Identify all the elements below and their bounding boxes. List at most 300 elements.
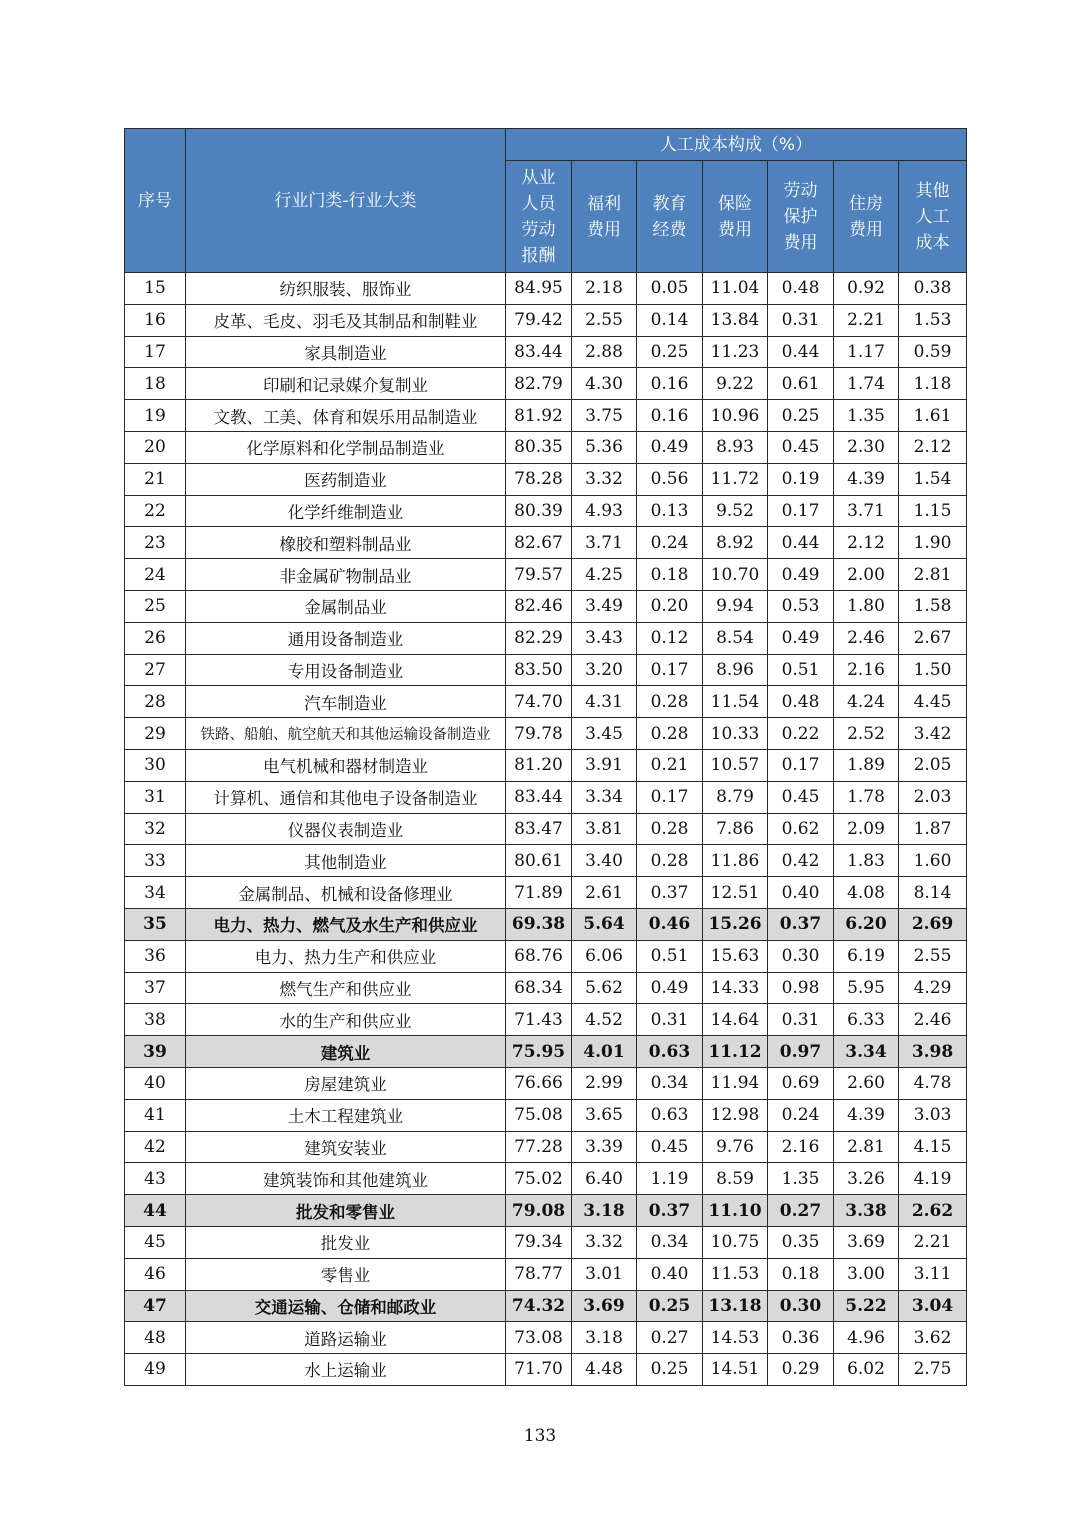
row-number: 25	[125, 590, 186, 622]
cost-value: 3.40	[572, 845, 637, 877]
cost-value: 71.43	[506, 1004, 572, 1036]
header-seq: 序号	[125, 129, 186, 273]
header-column-line: 教育	[652, 193, 687, 214]
cost-value: 15.63	[703, 940, 768, 972]
cost-value: 79.78	[506, 718, 572, 750]
cost-value: 8.54	[703, 622, 768, 654]
cost-value: 4.48	[572, 1354, 637, 1386]
cost-value: 1.78	[834, 781, 899, 813]
header-column-line: 费用	[783, 232, 818, 253]
table-row	[125, 1322, 967, 1354]
cost-value: 0.97	[768, 1036, 834, 1068]
cost-value: 11.72	[703, 463, 768, 495]
header-column	[834, 161, 899, 273]
industry-name: 印刷和记录媒介复制业	[186, 368, 506, 400]
cost-value: 83.44	[506, 781, 572, 813]
industry-name: 专用设备制造业	[186, 654, 506, 686]
cost-value: 3.71	[572, 527, 637, 559]
industry-name: 电力、热力、燃气及水生产和供应业	[186, 908, 506, 940]
cost-value: 3.71	[834, 495, 899, 527]
cost-value: 14.53	[703, 1322, 768, 1354]
row-number: 28	[125, 686, 186, 718]
cost-value: 80.35	[506, 431, 572, 463]
cost-value: 10.70	[703, 559, 768, 591]
table-row	[125, 559, 967, 591]
table-row	[125, 1131, 967, 1163]
cost-value: 13.84	[703, 304, 768, 336]
cost-value: 78.77	[506, 1258, 572, 1290]
cost-value: 4.29	[899, 972, 967, 1004]
row-number: 42	[125, 1131, 186, 1163]
cost-value: 84.95	[506, 273, 572, 305]
cost-value: 2.67	[899, 622, 967, 654]
cost-value: 0.48	[768, 273, 834, 305]
cost-value: 83.50	[506, 654, 572, 686]
cost-value: 83.44	[506, 336, 572, 368]
table-row	[125, 1004, 967, 1036]
cost-value: 9.52	[703, 495, 768, 527]
table-row	[125, 1195, 967, 1227]
row-number: 40	[125, 1067, 186, 1099]
cost-value: 0.45	[768, 431, 834, 463]
row-number: 46	[125, 1258, 186, 1290]
cost-value: 0.37	[768, 908, 834, 940]
cost-value: 76.66	[506, 1067, 572, 1099]
industry-name: 燃气生产和供应业	[186, 972, 506, 1004]
row-number: 16	[125, 304, 186, 336]
cost-value: 5.36	[572, 431, 637, 463]
cost-value: 6.19	[834, 940, 899, 972]
cost-value: 1.53	[899, 304, 967, 336]
cost-value: 77.28	[506, 1131, 572, 1163]
cost-value: 3.03	[899, 1099, 967, 1131]
table-row	[125, 972, 967, 1004]
cost-value: 2.09	[834, 813, 899, 845]
cost-value: 0.56	[637, 463, 703, 495]
row-number: 22	[125, 495, 186, 527]
cost-value: 2.62	[899, 1195, 967, 1227]
cost-value: 79.57	[506, 559, 572, 591]
industry-name: 铁路、船舶、航空航天和其他运输设备制造业	[186, 718, 506, 750]
cost-value: 1.54	[899, 463, 967, 495]
cost-value: 80.39	[506, 495, 572, 527]
cost-value: 2.61	[572, 877, 637, 909]
cost-value: 10.75	[703, 1226, 768, 1258]
table-row	[125, 463, 967, 495]
cost-value: 0.13	[637, 495, 703, 527]
table-row	[125, 1099, 967, 1131]
cost-value: 0.31	[768, 1004, 834, 1036]
cost-value: 14.64	[703, 1004, 768, 1036]
cost-value: 3.69	[572, 1290, 637, 1322]
cost-value: 6.40	[572, 1163, 637, 1195]
cost-value: 11.10	[703, 1195, 768, 1227]
cost-value: 0.16	[637, 400, 703, 432]
row-number: 18	[125, 368, 186, 400]
cost-value: 4.08	[834, 877, 899, 909]
header-industry: 行业门类-行业大类	[186, 129, 506, 273]
row-number: 33	[125, 845, 186, 877]
row-number: 15	[125, 273, 186, 305]
industry-name: 水的生产和供应业	[186, 1004, 506, 1036]
cost-value: 0.49	[637, 431, 703, 463]
cost-value: 0.31	[637, 1004, 703, 1036]
row-number: 38	[125, 1004, 186, 1036]
cost-value: 2.46	[899, 1004, 967, 1036]
header-column-line: 费用	[849, 219, 883, 240]
cost-value: 3.11	[899, 1258, 967, 1290]
cost-value: 3.62	[899, 1322, 967, 1354]
cost-value: 0.48	[768, 686, 834, 718]
cost-value: 75.95	[506, 1036, 572, 1068]
industry-name: 电力、热力生产和供应业	[186, 940, 506, 972]
cost-value: 4.52	[572, 1004, 637, 1036]
cost-value: 5.95	[834, 972, 899, 1004]
table-row	[125, 940, 967, 972]
cost-value: 1.18	[899, 368, 967, 400]
cost-value: 0.17	[637, 654, 703, 686]
header-column	[506, 161, 572, 273]
cost-value: 4.24	[834, 686, 899, 718]
row-number: 27	[125, 654, 186, 686]
cost-value: 10.96	[703, 400, 768, 432]
cost-value: 4.78	[899, 1067, 967, 1099]
industry-name: 家具制造业	[186, 336, 506, 368]
row-number: 19	[125, 400, 186, 432]
header-column-line: 保护	[783, 206, 818, 227]
cost-value: 4.39	[834, 463, 899, 495]
table-row	[125, 431, 967, 463]
industry-name: 建筑业	[186, 1036, 506, 1068]
industry-name: 建筑安装业	[186, 1131, 506, 1163]
cost-value: 2.81	[899, 559, 967, 591]
row-number: 43	[125, 1163, 186, 1195]
table-row	[125, 908, 967, 940]
cost-value: 6.20	[834, 908, 899, 940]
cost-value: 3.34	[834, 1036, 899, 1068]
table-row	[125, 590, 967, 622]
cost-value: 1.17	[834, 336, 899, 368]
row-number: 26	[125, 622, 186, 654]
industry-name: 土木工程建筑业	[186, 1099, 506, 1131]
table-row	[125, 400, 967, 432]
header-column	[899, 161, 967, 273]
header-column-line: 劳动	[521, 219, 556, 240]
cost-value: 2.55	[899, 940, 967, 972]
industry-name: 汽车制造业	[186, 686, 506, 718]
cost-value: 73.08	[506, 1322, 572, 1354]
cost-value: 1.87	[899, 813, 967, 845]
row-number: 49	[125, 1354, 186, 1386]
cost-value: 0.61	[768, 368, 834, 400]
cost-value: 1.15	[899, 495, 967, 527]
cost-value: 0.46	[637, 908, 703, 940]
cost-value: 4.93	[572, 495, 637, 527]
cost-value: 2.55	[572, 304, 637, 336]
cost-value: 3.04	[899, 1290, 967, 1322]
header-group: 人工成本构成（%）	[506, 129, 967, 161]
industry-name: 医药制造业	[186, 463, 506, 495]
cost-value: 1.58	[899, 590, 967, 622]
industry-name: 仪器仪表制造业	[186, 813, 506, 845]
cost-value: 4.25	[572, 559, 637, 591]
cost-value: 9.94	[703, 590, 768, 622]
cost-value: 3.38	[834, 1195, 899, 1227]
header-column-line: 从业	[521, 167, 556, 188]
cost-value: 0.45	[768, 781, 834, 813]
cost-value: 0.25	[637, 1354, 703, 1386]
table-body	[125, 273, 967, 1386]
header-column-line: 成本	[915, 232, 950, 253]
table-row	[125, 654, 967, 686]
cost-value: 0.49	[637, 972, 703, 1004]
cost-value: 3.34	[572, 781, 637, 813]
cost-value: 74.32	[506, 1290, 572, 1322]
cost-value: 0.98	[768, 972, 834, 1004]
cost-value: 2.21	[899, 1226, 967, 1258]
cost-value: 0.29	[768, 1354, 834, 1386]
cost-value: 11.23	[703, 336, 768, 368]
row-number: 31	[125, 781, 186, 813]
row-number: 23	[125, 527, 186, 559]
industry-name: 其他制造业	[186, 845, 506, 877]
cost-value: 1.74	[834, 368, 899, 400]
header-column-line: 福利	[587, 193, 621, 214]
cost-value: 6.06	[572, 940, 637, 972]
row-number: 30	[125, 749, 186, 781]
cost-value: 0.28	[637, 813, 703, 845]
industry-name: 电气机械和器材制造业	[186, 749, 506, 781]
cost-value: 3.91	[572, 749, 637, 781]
row-number: 20	[125, 431, 186, 463]
row-number: 32	[125, 813, 186, 845]
row-number: 17	[125, 336, 186, 368]
cost-value: 0.30	[768, 940, 834, 972]
cost-value: 0.51	[637, 940, 703, 972]
cost-value: 0.25	[768, 400, 834, 432]
cost-value: 14.33	[703, 972, 768, 1004]
cost-value: 83.47	[506, 813, 572, 845]
cost-value: 11.86	[703, 845, 768, 877]
cost-value: 8.59	[703, 1163, 768, 1195]
labor-cost-table	[124, 128, 967, 1386]
cost-value: 3.32	[572, 463, 637, 495]
cost-value: 1.61	[899, 400, 967, 432]
table-row	[125, 813, 967, 845]
cost-value: 2.18	[572, 273, 637, 305]
cost-value: 4.45	[899, 686, 967, 718]
cost-value: 2.05	[899, 749, 967, 781]
cost-value: 2.99	[572, 1067, 637, 1099]
header-column-line: 人员	[521, 193, 556, 214]
cost-value: 0.25	[637, 336, 703, 368]
cost-value: 0.40	[637, 1258, 703, 1290]
header-column-line: 其他	[915, 180, 950, 201]
cost-value: 2.60	[834, 1067, 899, 1099]
cost-value: 3.65	[572, 1099, 637, 1131]
table-row	[125, 368, 967, 400]
cost-value: 5.62	[572, 972, 637, 1004]
cost-value: 0.17	[768, 495, 834, 527]
table-row	[125, 1036, 967, 1068]
industry-name: 批发业	[186, 1226, 506, 1258]
cost-value: 11.53	[703, 1258, 768, 1290]
cost-value: 0.69	[768, 1067, 834, 1099]
cost-value: 8.14	[899, 877, 967, 909]
cost-value: 0.31	[768, 304, 834, 336]
cost-value: 0.20	[637, 590, 703, 622]
cost-value: 0.42	[768, 845, 834, 877]
cost-value: 4.15	[899, 1131, 967, 1163]
row-number: 34	[125, 877, 186, 909]
industry-name: 金属制品业	[186, 590, 506, 622]
cost-value: 0.27	[768, 1195, 834, 1227]
cost-value: 11.94	[703, 1067, 768, 1099]
cost-value: 1.83	[834, 845, 899, 877]
cost-value: 3.00	[834, 1258, 899, 1290]
cost-value: 0.35	[768, 1226, 834, 1258]
cost-value: 0.34	[637, 1067, 703, 1099]
cost-value: 0.53	[768, 590, 834, 622]
cost-value: 1.80	[834, 590, 899, 622]
cost-value: 3.18	[572, 1322, 637, 1354]
cost-value: 0.63	[637, 1099, 703, 1131]
industry-name: 金属制品、机械和设备修理业	[186, 877, 506, 909]
industry-name: 批发和零售业	[186, 1195, 506, 1227]
cost-value: 1.50	[899, 654, 967, 686]
cost-value: 0.17	[637, 781, 703, 813]
cost-value: 2.30	[834, 431, 899, 463]
cost-value: 14.51	[703, 1354, 768, 1386]
cost-value: 0.37	[637, 1195, 703, 1227]
row-number: 35	[125, 908, 186, 940]
cost-value: 3.18	[572, 1195, 637, 1227]
cost-value: 13.18	[703, 1290, 768, 1322]
cost-value: 3.75	[572, 400, 637, 432]
industry-name: 文教、工美、体育和娱乐用品制造业	[186, 400, 506, 432]
cost-value: 3.43	[572, 622, 637, 654]
table-row	[125, 749, 967, 781]
cost-value: 0.25	[637, 1290, 703, 1322]
cost-value: 0.28	[637, 845, 703, 877]
cost-value: 9.22	[703, 368, 768, 400]
cost-value: 5.22	[834, 1290, 899, 1322]
header-column	[703, 161, 768, 273]
industry-name: 非金属矿物制品业	[186, 559, 506, 591]
cost-value: 68.34	[506, 972, 572, 1004]
cost-value: 6.02	[834, 1354, 899, 1386]
header-column-line: 住房	[849, 193, 883, 214]
cost-value: 3.39	[572, 1131, 637, 1163]
cost-value: 1.35	[768, 1163, 834, 1195]
cost-value: 1.35	[834, 400, 899, 432]
row-number: 44	[125, 1195, 186, 1227]
table-row	[125, 877, 967, 909]
cost-value: 12.98	[703, 1099, 768, 1131]
cost-value: 71.89	[506, 877, 572, 909]
industry-name: 计算机、通信和其他电子设备制造业	[186, 781, 506, 813]
header-column-line: 人工	[915, 206, 950, 227]
cost-value: 0.49	[768, 622, 834, 654]
cost-value: 0.24	[768, 1099, 834, 1131]
table-row	[125, 1226, 967, 1258]
table-row	[125, 1258, 967, 1290]
cost-value: 81.20	[506, 749, 572, 781]
row-number: 37	[125, 972, 186, 1004]
cost-value: 0.62	[768, 813, 834, 845]
cost-value: 71.70	[506, 1354, 572, 1386]
industry-name: 橡胶和塑料制品业	[186, 527, 506, 559]
cost-value: 0.63	[637, 1036, 703, 1068]
cost-value: 4.96	[834, 1322, 899, 1354]
cost-value: 2.52	[834, 718, 899, 750]
cost-value: 3.42	[899, 718, 967, 750]
table-row	[125, 686, 967, 718]
cost-value: 4.19	[899, 1163, 967, 1195]
cost-value: 0.22	[768, 718, 834, 750]
header-column-line: 费用	[718, 219, 752, 240]
table-row	[125, 527, 967, 559]
cost-value: 2.69	[899, 908, 967, 940]
cost-value: 3.98	[899, 1036, 967, 1068]
cost-value: 0.38	[899, 273, 967, 305]
cost-value: 75.02	[506, 1163, 572, 1195]
cost-value: 0.28	[637, 718, 703, 750]
table-row	[125, 622, 967, 654]
cost-value: 2.12	[834, 527, 899, 559]
cost-value: 9.76	[703, 1131, 768, 1163]
cost-value: 0.18	[637, 559, 703, 591]
cost-value: 3.49	[572, 590, 637, 622]
cost-value: 3.26	[834, 1163, 899, 1195]
cost-value: 78.28	[506, 463, 572, 495]
cost-value: 2.03	[899, 781, 967, 813]
cost-value: 2.88	[572, 336, 637, 368]
row-number: 41	[125, 1099, 186, 1131]
row-number: 21	[125, 463, 186, 495]
cost-value: 1.89	[834, 749, 899, 781]
cost-value: 0.19	[768, 463, 834, 495]
table-row	[125, 495, 967, 527]
industry-name: 通用设备制造业	[186, 622, 506, 654]
page-number: 133	[523, 1426, 557, 1446]
cost-value: 0.36	[768, 1322, 834, 1354]
cost-value: 0.51	[768, 654, 834, 686]
cost-value: 11.12	[703, 1036, 768, 1068]
row-number: 29	[125, 718, 186, 750]
cost-value: 69.38	[506, 908, 572, 940]
cost-value: 2.16	[768, 1131, 834, 1163]
cost-value: 68.76	[506, 940, 572, 972]
industry-name: 化学纤维制造业	[186, 495, 506, 527]
cost-value: 0.17	[768, 749, 834, 781]
cost-value: 8.93	[703, 431, 768, 463]
cost-value: 3.20	[572, 654, 637, 686]
cost-value: 11.54	[703, 686, 768, 718]
cost-value: 4.39	[834, 1099, 899, 1131]
table-row	[125, 781, 967, 813]
table-row	[125, 718, 967, 750]
cost-value: 5.64	[572, 908, 637, 940]
cost-value: 8.92	[703, 527, 768, 559]
table-row	[125, 845, 967, 877]
cost-value: 1.19	[637, 1163, 703, 1195]
row-number: 48	[125, 1322, 186, 1354]
table-row	[125, 336, 967, 368]
cost-value: 3.32	[572, 1226, 637, 1258]
header-column	[768, 161, 834, 273]
industry-name: 零售业	[186, 1258, 506, 1290]
